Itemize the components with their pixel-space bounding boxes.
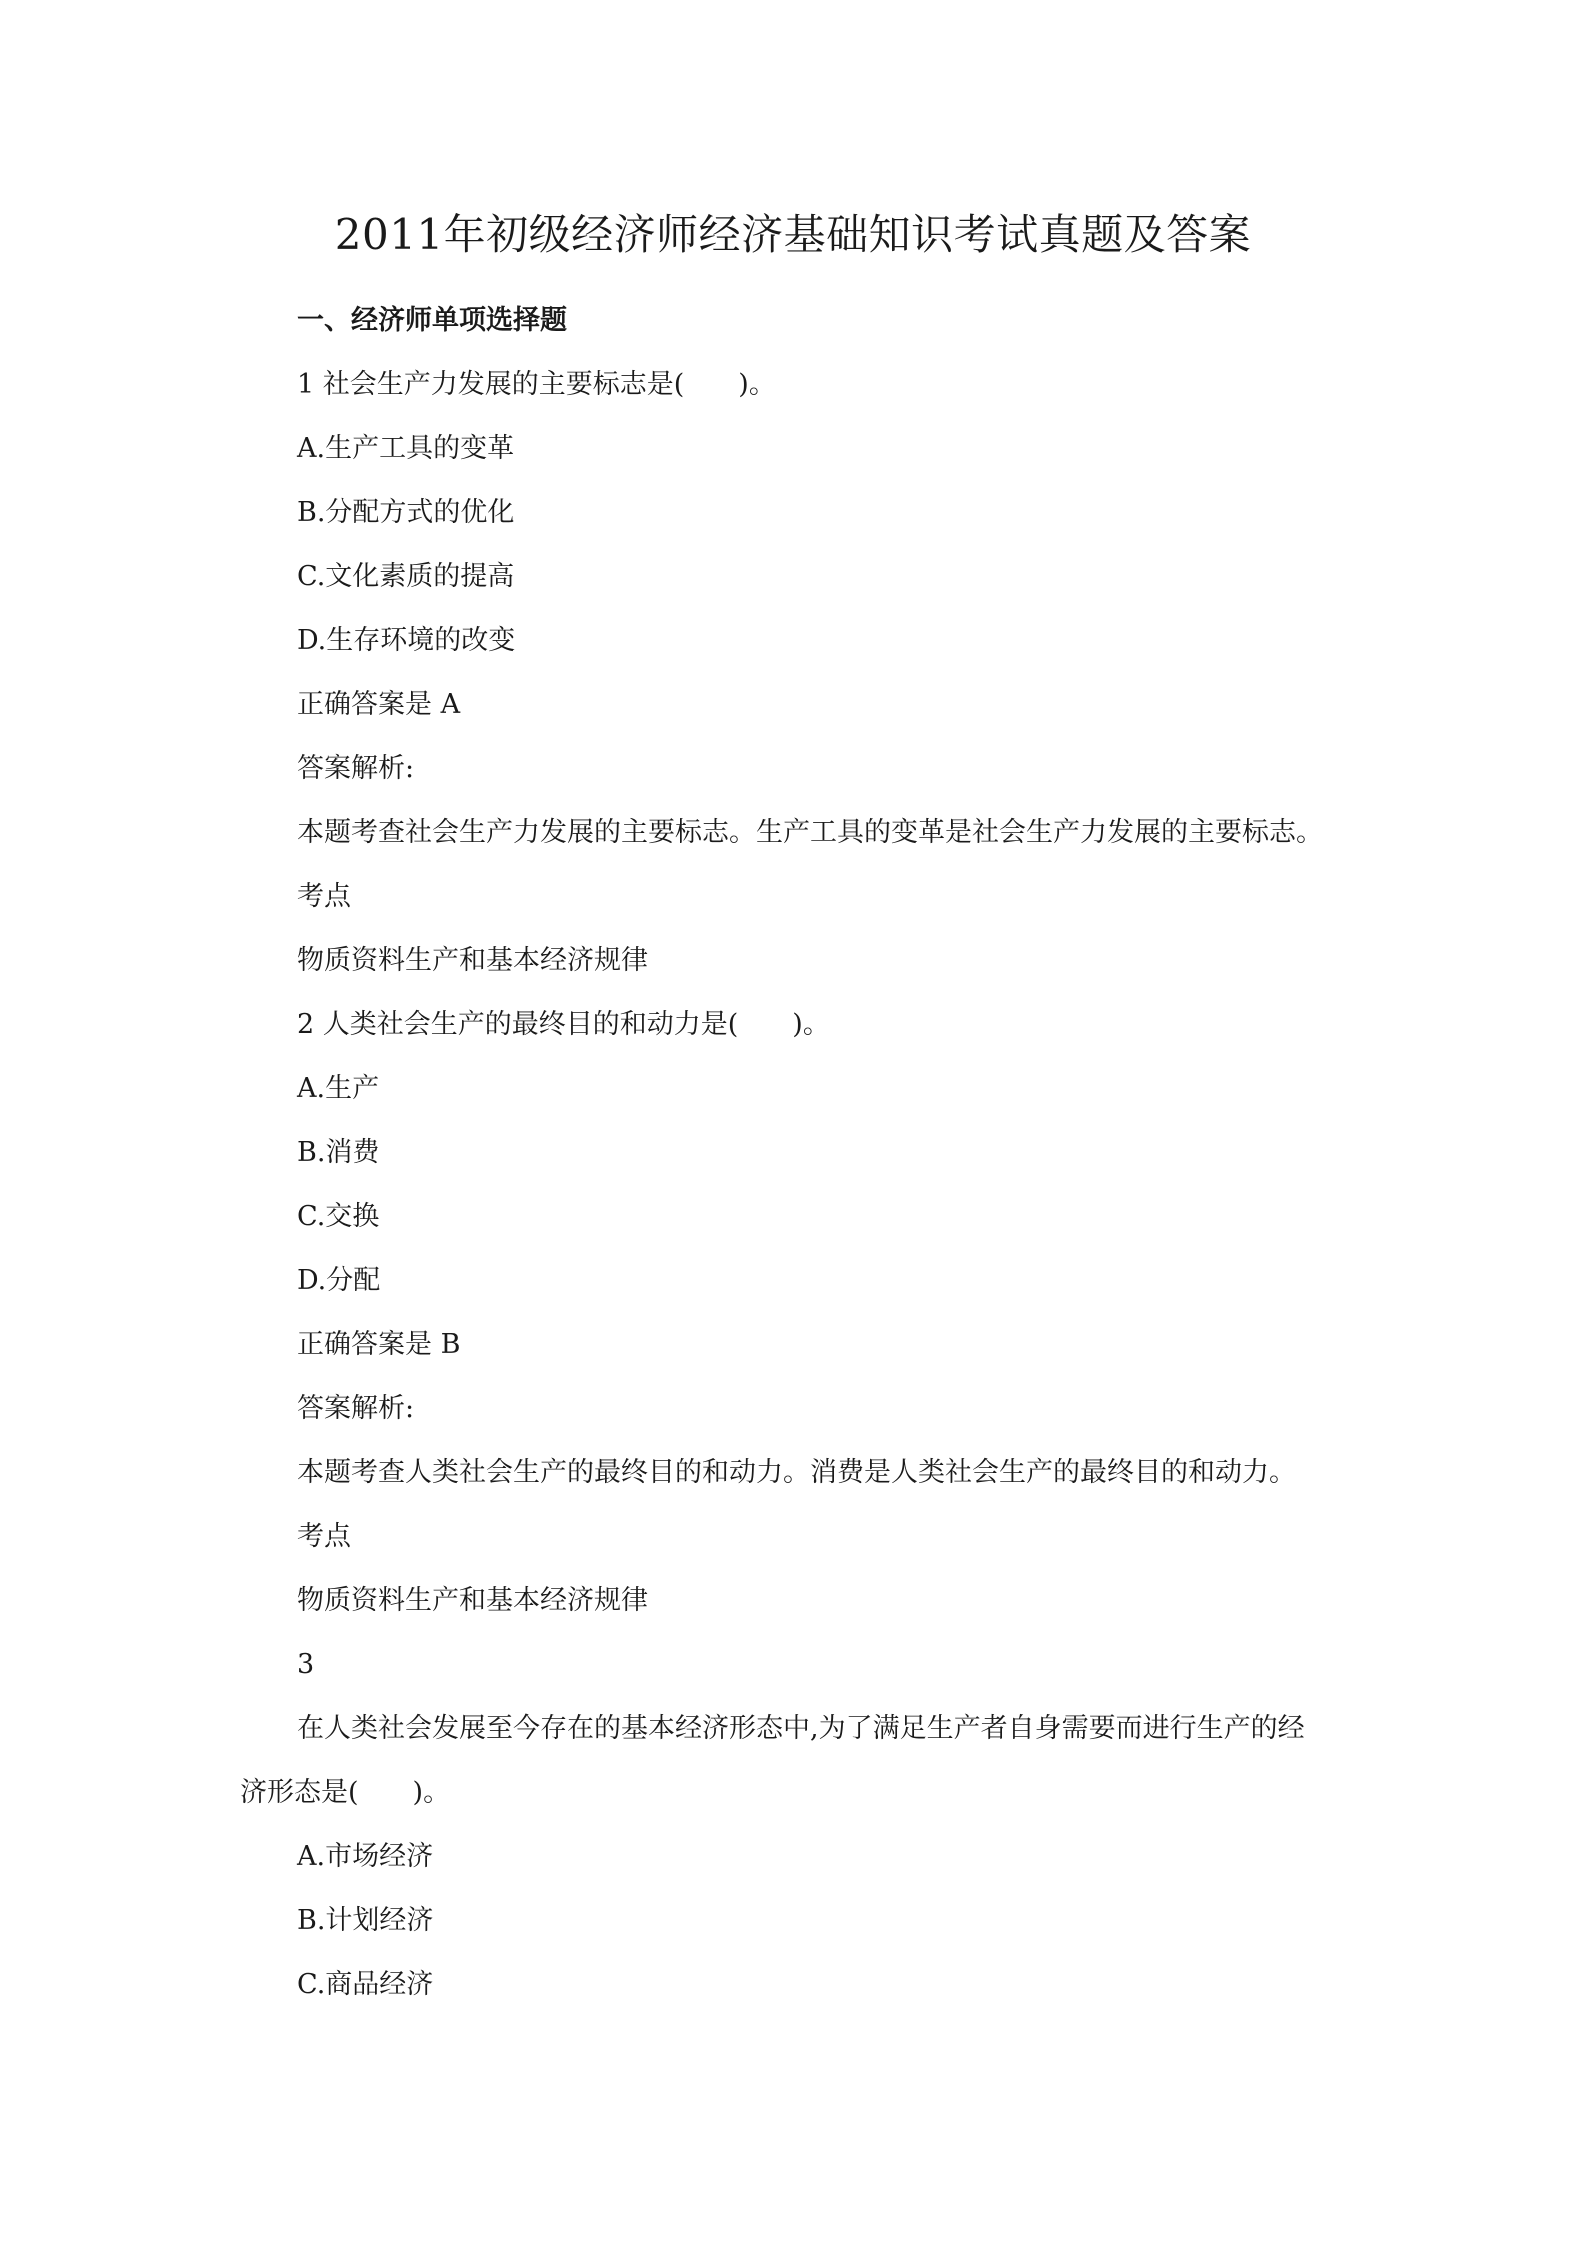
question-3-option-b: B.计划经济 [297, 1905, 434, 1936]
question-3-option-c: C.商品经济 [297, 1969, 434, 2000]
question-1-analysis: 本题考查社会生产力发展的主要标志。生产工具的变革是社会生产力发展的主要标志。 [297, 817, 1323, 848]
question-2-stem: 2 人类社会生产的最终目的和动力是( )。 [297, 1009, 830, 1040]
question-2-option-b: B.消费 [297, 1137, 380, 1168]
question-1-option-d: D.生存环境的改变 [297, 625, 516, 656]
question-2-option-d: D.分配 [297, 1265, 381, 1296]
question-2-answer: 正确答案是 B [297, 1329, 461, 1360]
question-1-answer: 正确答案是 A [297, 689, 461, 720]
question-2-point-label: 考点 [297, 1521, 351, 1552]
question-1-option-c: C.文化素质的提高 [297, 561, 515, 592]
question-2-option-a: A.生产 [297, 1073, 380, 1104]
question-1-point-label: 考点 [297, 881, 351, 912]
question-2-point: 物质资料生产和基本经济规律 [297, 1585, 648, 1616]
question-2-analysis: 本题考查人类社会生产的最终目的和动力。消费是人类社会生产的最终目的和动力。 [297, 1457, 1296, 1488]
question-1-option-b: B.分配方式的优化 [297, 497, 515, 528]
question-1-stem: 1 社会生产力发展的主要标志是( )。 [297, 369, 776, 400]
section-heading: 一、经济师单项选择题 [297, 305, 567, 336]
question-3-number: 3 [297, 1649, 315, 1680]
question-3-stem-line-1: 在人类社会发展至今存在的基本经济形态中,为了满足生产者自身需要而进行生产的经 [297, 1713, 1305, 1744]
question-1-analysis-label: 答案解析: [297, 753, 415, 784]
question-2-analysis-label: 答案解析: [297, 1393, 415, 1424]
question-1-point: 物质资料生产和基本经济规律 [297, 945, 648, 976]
question-3-option-a: A.市场经济 [297, 1841, 434, 1872]
question-3-stem-line-2: 济形态是( )。 [240, 1777, 451, 1808]
document-title: 2011年初级经济师经济基础知识考试真题及答案 [334, 210, 1252, 259]
question-2-option-c: C.交换 [297, 1201, 380, 1232]
question-1-option-a: A.生产工具的变革 [297, 433, 515, 464]
